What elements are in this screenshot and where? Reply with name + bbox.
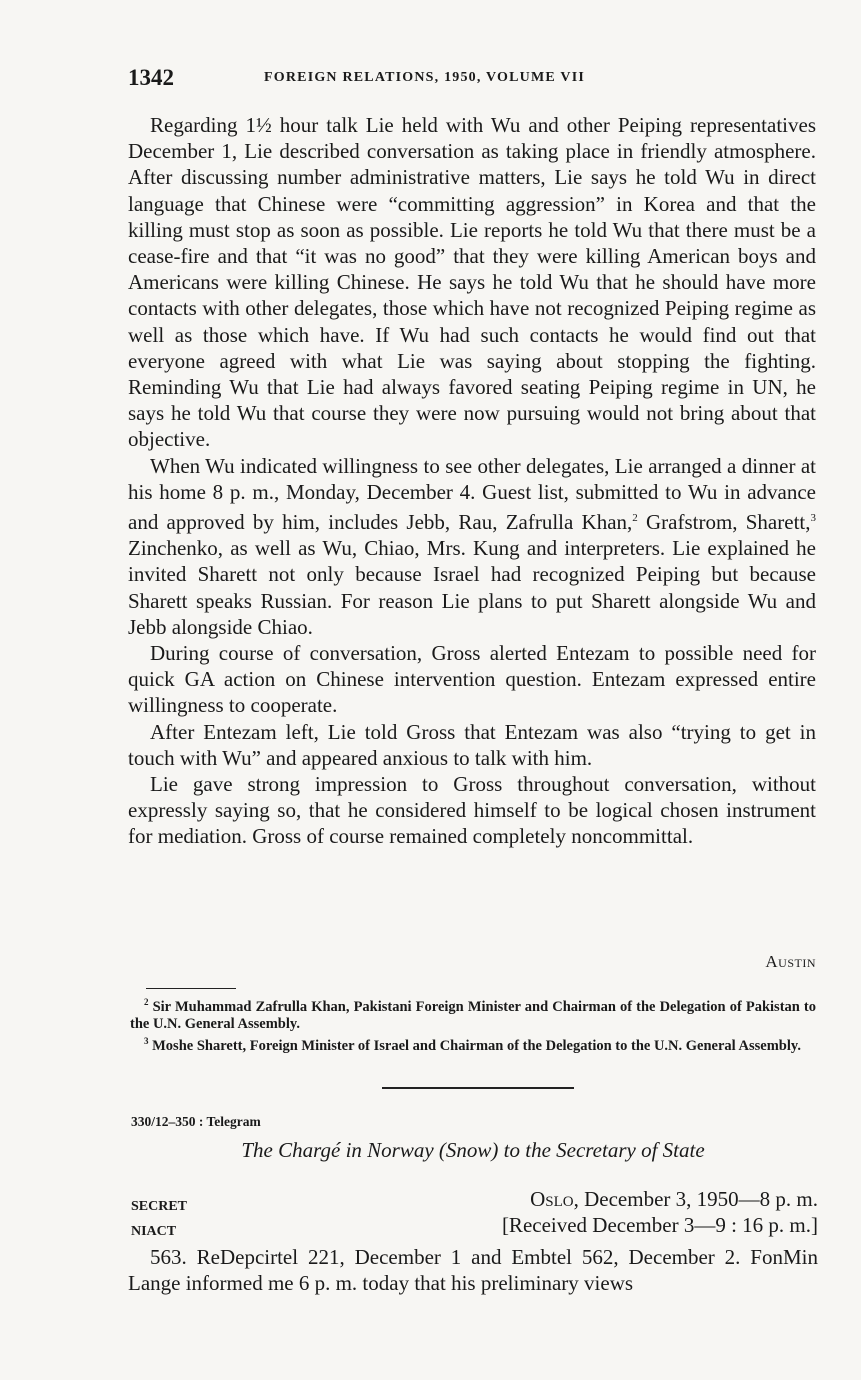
paragraph: 563. ReDepcirtel 221, December 1 and Embtel 562, December 2. FonMin Lange informed me 6 p. m. today that his preliminary views [128, 1245, 818, 1296]
classification-niact: NIACT [131, 1224, 177, 1239]
dateline-place: Oslo [530, 1187, 574, 1211]
paragraph [128, 453, 816, 640]
footnotes [130, 994, 816, 1055]
footnote-text: Moshe Sharett, Foreign Minister of Israel and Chairman of the Delegation to the U.N. General Assembly. [152, 1037, 801, 1054]
paragraph-part: Grafstrom, Sharett, [637, 510, 811, 535]
section-divider [382, 1087, 574, 1089]
footnote-ref: 3 [810, 512, 816, 525]
dateline-block [400, 1186, 818, 1238]
body-text [128, 112, 816, 850]
footnote-text: Sir Muhammad Zafrulla Khan, Pakistani Foreign Minister and Chairman of the Delegation of Pakistan to the U.N. General Assembly. [130, 998, 817, 1032]
footnote-mark: 3 [144, 1035, 149, 1046]
dateline-date: , December 3, 1950—8 p. m. [573, 1187, 818, 1211]
paragraph: After Entezam left, Lie told Gross that Entezam was also “trying to get in touch with Wu” and appeared anxious to talk with him. [128, 719, 816, 770]
footnote [130, 994, 816, 1033]
paragraph: Lie gave strong impression to Gross throughout conversation, without expressly saying so, that he considered himself to be logical chosen instrument for mediation. Gross of course remained completely noncommittal. [128, 772, 816, 849]
filing-number: 330/12–350 : Telegram [131, 1114, 261, 1129]
paragraph: During course of conversation, Gross alerted Entezam to possible need for quick GA action on Chinese intervention question. Entezam expressed entire willingness to cooperate. [128, 641, 816, 718]
page-number: 1342 [128, 65, 174, 90]
page-header [128, 64, 818, 92]
paragraph-part: Zinchenko, as well as Wu, Chiao, Mrs. Kung and interpreters. Lie explained he invited Sharett not only because Israel had recognized Peiping but because Sharett speaks Russian. For reason Lie plans to put Sharett alongside Wu and Jebb alongside Chiao. [128, 536, 816, 639]
classification [131, 1194, 187, 1244]
signature: Austin [765, 952, 816, 971]
received-line: [Received December 3—9 : 16 p. m.] [501, 1213, 818, 1237]
paragraph: Regarding 1½ hour talk Lie held with Wu and other Peiping representatives December 1, Lie described conversation as taking place in friendly atmosphere. After discussing number administrative matters, Lie says he told Wu in direct language that Chinese were “committing aggression” in Korea and that the killing must stop as soon as possible. Lie reports he told Wu that there must be a cease-fire and that “it was no good” that they were killing American boys and Americans were killing Chinese. He says he told Wu that he should have more contacts with other delegates, those which have not recognized Peiping regime as well as those which have. If Wu had such contacts he would find out that everyone agreed with what Lie was saying about stopping the fighting. Reminding Wu that Lie had always favored seating Peiping regime in UN, he says he told Wu that course they were now pursuing would not bring about that objective. [128, 113, 816, 452]
telegram-text [128, 1244, 818, 1296]
footnote-ref: 2 [632, 512, 638, 525]
document-title: The Chargé in Norway (Snow) to the Secretary of State [241, 1138, 705, 1162]
footnote-divider [146, 988, 236, 989]
footnote [130, 1033, 816, 1055]
paragraph-part: When Wu indicated willingness to see other delegates, Lie arranged a dinner at his home 8 p. m., Monday, December 4. Guest list, submitted to Wu in advance and approved by him, includes Jebb, Rau, Zafrulla Khan, [128, 453, 816, 535]
footnote-mark: 2 [144, 997, 149, 1007]
dateline [400, 1186, 818, 1212]
classification-secret: SECRET [131, 1199, 188, 1214]
running-title: FOREIGN RELATIONS, 1950, VOLUME VII [264, 70, 585, 85]
